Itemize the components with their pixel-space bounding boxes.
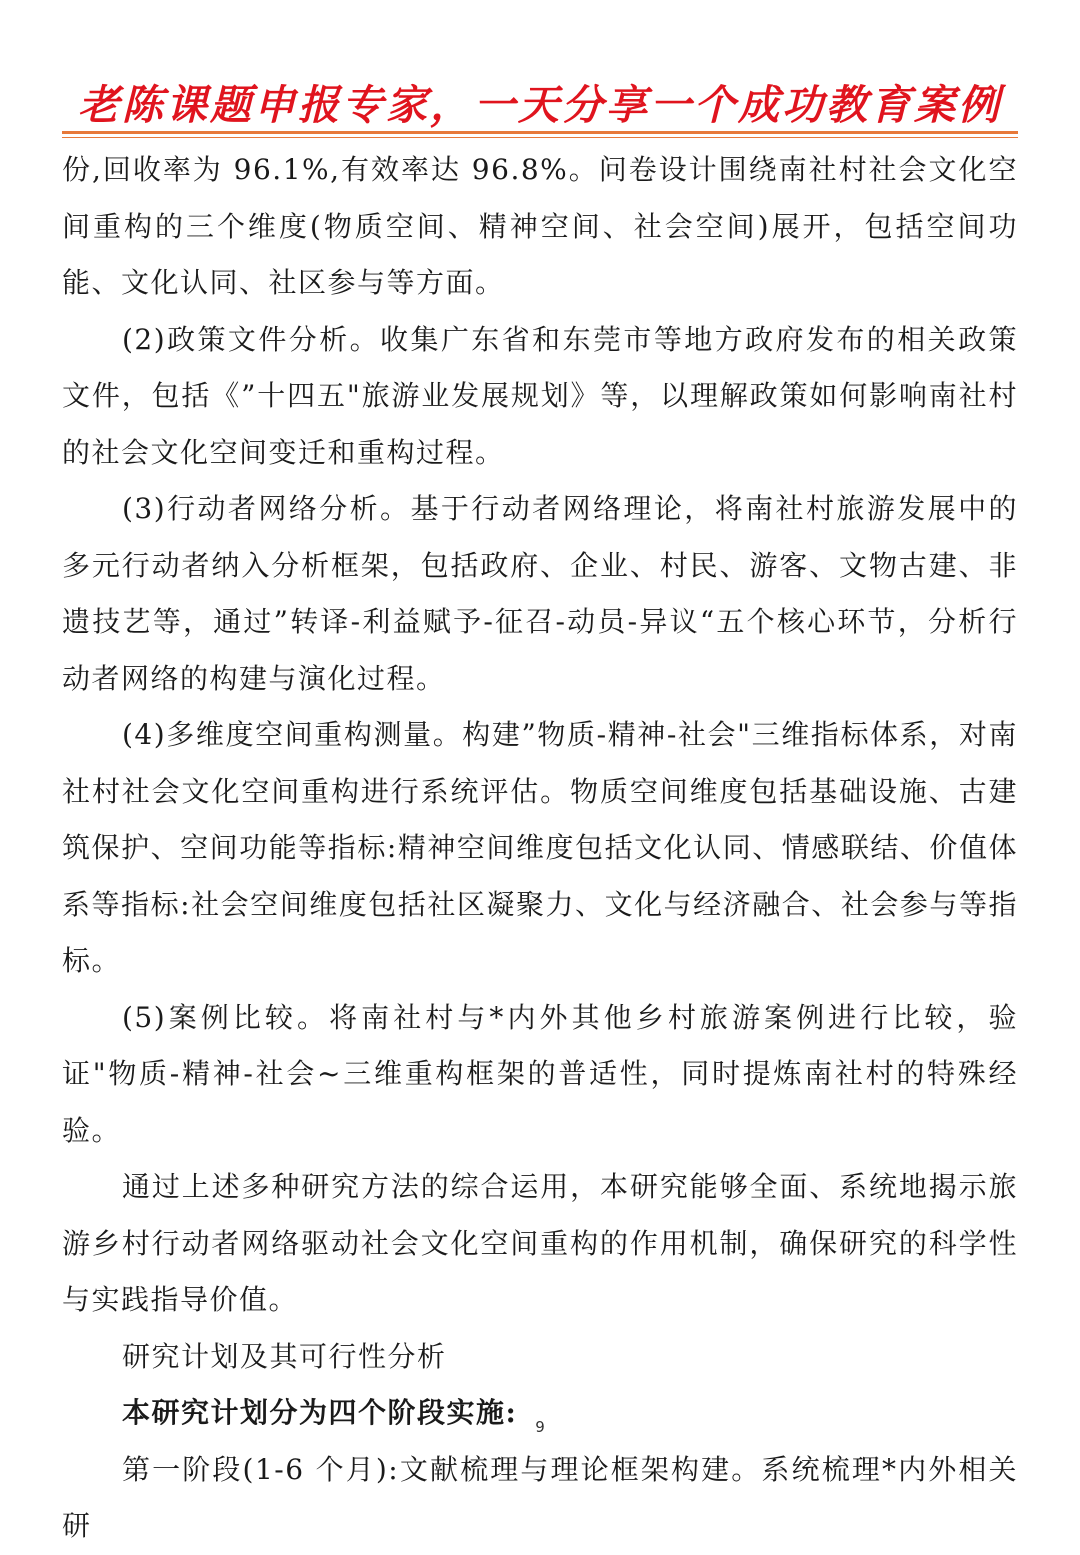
header-banner: 老陈课题申报专家，一天分享一个成功教育案例 (78, 81, 1002, 129)
section-title: 研究计划及其可行性分析 (122, 1339, 447, 1373)
header-rule-thick (62, 131, 1018, 134)
plan-intro: 本研究计划分为四个阶段实施: (122, 1396, 518, 1429)
document-body (62, 142, 1018, 1555)
paragraph-summary: 通过上述多种研究方法的综合运用，本研究能够全面、系统地揭示旅游乡村行动者网络驱动社会文化空间重构的作用机制，确保研究的科学性与实践指导价值。 (62, 1170, 1018, 1316)
paragraph-space-measurement: (4)多维度空间重构测量。构建”物质-精神-社会"三维指标体系，对南社村社会文化空间重构进行系统评估。物质空间维度包括基础设施、古建筑保护、空间功能等指标:精神空间维度包括文化认同、情感联结、价值体系等指标:社会空间维度包括社区凝聚力、文化与经济融合、社会参与等指标。 (62, 718, 1018, 977)
paragraph-policy-analysis: (2)政策文件分析。收集广东省和东莞市等地方政府发布的相关政策文件，包括《”十四五"旅游业发展规划》等，以理解政策如何影响南社村的社会文化空间变迁和重构过程。 (62, 322, 1018, 469)
header-rule-thin (62, 137, 1018, 138)
paragraph-stage-one: 第一阶段(1-6 个月):文献梳理与理论框架构建。系统梳理*内外相关研 (62, 1452, 1018, 1542)
paragraph-actor-network: (3)行动者网络分析。基于行动者网络理论，将南社村旅游发展中的多元行动者纳入分析框架，包括政府、企业、村民、游客、文物古建、非遗技艺等，通过”转译-利益赋予-征召-动员-异议“五个核心环节，分析行动者网络的构建与演化过程。 (62, 492, 1018, 695)
paragraph-case-comparison: (5)案例比较。将南社村与*内外其他乡村旅游案例进行比较，验证"物质-精神-社会~三维重构框架的普适性，同时提炼南社村的特殊经验。 (62, 1000, 1018, 1147)
paragraph-survey-continued: 份,回收率为 96.1%,有效率达 96.8%。问卷设计围绕南社村社会文化空间重构的三个维度(物质空间、精神空间、社会空间)展开，包括空间功能、文化认同、社区参与等方面。 (62, 153, 1018, 299)
page-number: 9 (535, 1418, 545, 1436)
